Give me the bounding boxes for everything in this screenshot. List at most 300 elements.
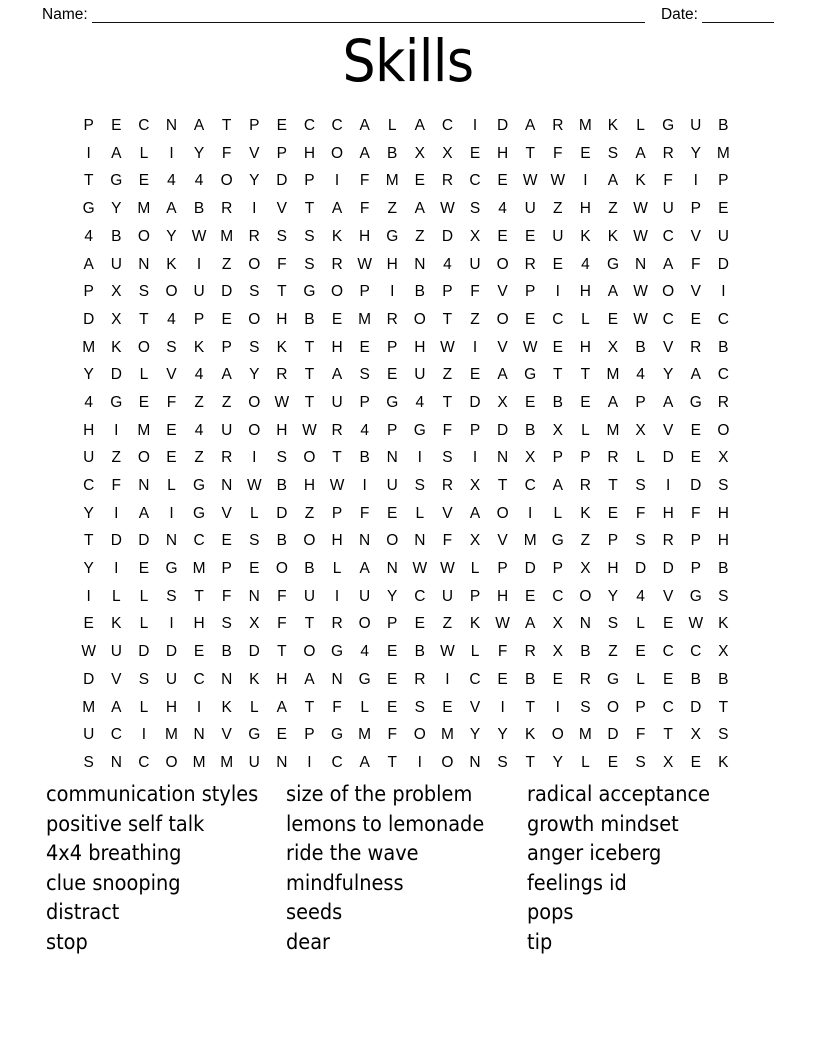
grid-cell[interactable]: B [276, 532, 288, 550]
grid-cell[interactable]: D [662, 449, 674, 467]
grid-cell[interactable]: P [442, 283, 453, 301]
grid-cell[interactable]: G [689, 393, 702, 411]
grid-cell[interactable]: T [608, 477, 618, 495]
grid-cell[interactable]: E [690, 449, 702, 467]
grid-cell[interactable]: B [552, 393, 564, 411]
grid-cell[interactable]: X [552, 643, 564, 661]
grid-cell[interactable]: T [525, 753, 536, 771]
grid-cell[interactable]: A [607, 172, 619, 190]
grid-cell[interactable]: B [387, 144, 398, 162]
grid-cell[interactable]: D [469, 393, 481, 411]
grid-cell[interactable]: C [662, 227, 674, 245]
grid-cell[interactable]: R [579, 670, 592, 688]
grid-cell[interactable]: N [138, 477, 150, 495]
grid-cell[interactable]: U [331, 393, 343, 411]
grid-cell[interactable]: N [110, 753, 123, 771]
grid-cell[interactable]: M [385, 172, 399, 190]
grid-cell[interactable]: G [606, 255, 620, 273]
grid-cell[interactable]: P [249, 117, 260, 135]
grid-cell[interactable]: H [331, 532, 343, 550]
grid-cell[interactable]: N [414, 255, 426, 273]
grid-cell[interactable]: F [277, 255, 287, 273]
grid-cell[interactable]: P [607, 532, 619, 550]
grid-cell[interactable]: P [690, 200, 702, 218]
grid-cell[interactable]: 4 [194, 421, 204, 439]
grid-cell[interactable]: Z [470, 310, 480, 328]
grid-cell[interactable]: S [304, 255, 315, 273]
grid-cell[interactable]: U [690, 117, 702, 135]
grid-cell[interactable]: W [633, 283, 649, 301]
grid-cell[interactable]: D [248, 643, 261, 661]
grid-cell[interactable]: T [442, 393, 453, 411]
grid-cell[interactable]: F [359, 200, 370, 218]
grid-cell[interactable]: Y [690, 144, 702, 162]
grid-cell[interactable]: S [718, 587, 729, 605]
grid-cell[interactable]: O [248, 255, 261, 273]
grid-cell[interactable]: E [469, 366, 481, 384]
grid-cell[interactable]: S [276, 227, 288, 245]
grid-cell[interactable]: G [193, 477, 206, 495]
grid-cell[interactable]: W [412, 560, 428, 578]
grid-cell[interactable]: U [221, 421, 233, 439]
grid-cell[interactable]: W [633, 227, 649, 245]
grid-cell[interactable]: O [579, 587, 592, 605]
grid-cell[interactable]: H [717, 504, 730, 522]
grid-cell[interactable]: W [633, 310, 649, 328]
grid-cell[interactable]: T [663, 726, 674, 744]
grid-cell[interactable]: E [525, 227, 536, 245]
grid-cell[interactable]: Y [166, 227, 177, 245]
word-list-item[interactable]: mindfulness [286, 870, 404, 896]
grid-cell[interactable]: X [469, 532, 481, 550]
grid-cell[interactable]: X [718, 449, 729, 467]
grid-cell[interactable]: O [137, 449, 151, 467]
grid-cell[interactable]: A [359, 560, 370, 578]
grid-cell[interactable]: A [304, 670, 315, 688]
grid-cell[interactable]: T [497, 477, 508, 495]
grid-cell[interactable]: H [83, 421, 95, 439]
grid-cell[interactable]: S [607, 144, 619, 162]
grid-cell[interactable]: F [332, 698, 342, 716]
grid-cell[interactable]: I [169, 144, 174, 162]
grid-cell[interactable]: O [496, 255, 509, 273]
grid-cell[interactable]: G [689, 587, 702, 605]
grid-cell[interactable]: M [440, 726, 455, 744]
grid-cell[interactable]: D [276, 504, 288, 522]
grid-cell[interactable]: I [528, 504, 533, 522]
grid-cell[interactable]: O [606, 698, 620, 716]
grid-cell[interactable]: P [580, 449, 591, 467]
grid-cell[interactable]: M [192, 560, 206, 578]
grid-cell[interactable]: B [718, 338, 729, 356]
grid-cell[interactable]: W [329, 477, 345, 495]
grid-cell[interactable]: Z [442, 615, 453, 633]
grid-cell[interactable]: U [303, 587, 316, 605]
grid-cell[interactable]: E [414, 172, 426, 190]
grid-cell[interactable]: P [387, 421, 398, 439]
grid-cell[interactable]: M [523, 532, 537, 550]
grid-cell[interactable]: B [718, 560, 729, 578]
grid-cell[interactable]: L [636, 117, 646, 135]
grid-cell[interactable]: H [579, 283, 592, 301]
grid-cell[interactable]: P [193, 310, 205, 328]
grid-cell[interactable]: S [718, 477, 729, 495]
grid-cell[interactable]: L [636, 670, 646, 688]
grid-cell[interactable]: T [332, 449, 342, 467]
grid-cell[interactable]: N [138, 255, 150, 273]
grid-cell[interactable]: E [690, 753, 702, 771]
grid-cell[interactable]: O [331, 283, 344, 301]
grid-cell[interactable]: A [166, 200, 177, 218]
grid-cell[interactable]: H [303, 144, 316, 162]
grid-cell[interactable]: K [111, 338, 122, 356]
grid-cell[interactable]: H [497, 587, 509, 605]
grid-cell[interactable]: K [111, 615, 122, 633]
grid-cell[interactable]: P [635, 393, 646, 411]
grid-cell[interactable]: A [607, 393, 619, 411]
grid-cell[interactable]: M [578, 117, 593, 135]
grid-cell[interactable]: H [331, 338, 343, 356]
grid-cell[interactable]: R [441, 172, 454, 190]
grid-cell[interactable]: G [303, 283, 316, 301]
grid-cell[interactable]: E [83, 615, 95, 633]
grid-cell[interactable]: Y [469, 726, 481, 744]
word-list-item[interactable]: ride the wave [286, 841, 419, 867]
grid-cell[interactable]: I [500, 698, 505, 716]
grid-cell[interactable]: U [441, 587, 454, 605]
grid-cell[interactable]: K [469, 615, 481, 633]
grid-cell[interactable]: 4 [360, 643, 370, 661]
grid-cell[interactable]: I [86, 144, 92, 162]
grid-cell[interactable]: Z [221, 255, 232, 273]
grid-cell[interactable]: G [248, 726, 261, 744]
grid-cell[interactable]: E [387, 504, 398, 522]
word-list-item[interactable]: communication styles [46, 782, 259, 807]
grid-cell[interactable]: I [555, 698, 561, 716]
grid-cell[interactable]: X [635, 421, 646, 439]
grid-cell[interactable]: N [193, 726, 205, 744]
word-list-item[interactable]: size of the problem [286, 782, 473, 807]
grid-cell[interactable]: U [662, 200, 674, 218]
grid-cell[interactable]: E [662, 670, 674, 688]
grid-cell[interactable]: Y [83, 504, 95, 522]
grid-cell[interactable]: F [691, 255, 701, 273]
grid-cell[interactable]: A [276, 698, 288, 716]
grid-cell[interactable]: U [193, 283, 205, 301]
grid-cell[interactable]: F [166, 393, 177, 411]
grid-cell[interactable]: R [524, 643, 536, 661]
grid-cell[interactable]: I [334, 172, 340, 190]
grid-cell[interactable]: Y [249, 172, 260, 190]
grid-cell[interactable]: M [82, 698, 96, 716]
grid-cell[interactable]: M [358, 310, 372, 328]
grid-cell[interactable]: M [578, 726, 593, 744]
grid-cell[interactable]: V [469, 698, 481, 716]
grid-cell[interactable]: O [386, 532, 399, 550]
grid-cell[interactable]: M [137, 421, 151, 439]
grid-cell[interactable]: D [717, 255, 730, 273]
grid-cell[interactable]: G [331, 726, 344, 744]
grid-cell[interactable]: W [357, 255, 373, 273]
grid-cell[interactable]: E [580, 393, 591, 411]
grid-cell[interactable]: I [472, 117, 478, 135]
grid-cell[interactable]: K [276, 338, 288, 356]
grid-cell[interactable]: D [607, 726, 619, 744]
grid-cell[interactable]: I [252, 200, 257, 218]
grid-cell[interactable]: 4 [415, 393, 425, 411]
grid-cell[interactable]: V [690, 283, 702, 301]
grid-cell[interactable]: E [497, 670, 508, 688]
grid-cell[interactable]: G [662, 117, 675, 135]
grid-cell[interactable]: E [166, 421, 177, 439]
grid-cell[interactable]: V [221, 504, 233, 522]
grid-cell[interactable]: P [635, 698, 646, 716]
grid-cell[interactable]: E [138, 393, 150, 411]
grid-cell[interactable]: E [249, 560, 260, 578]
grid-cell[interactable]: C [331, 753, 343, 771]
grid-cell[interactable]: P [497, 560, 508, 578]
grid-cell[interactable]: H [717, 532, 730, 550]
grid-cell[interactable]: S [249, 338, 260, 356]
grid-cell[interactable]: D [221, 283, 233, 301]
grid-cell[interactable]: G [386, 393, 399, 411]
grid-cell[interactable]: R [662, 144, 674, 162]
grid-cell[interactable]: P [469, 587, 481, 605]
grid-cell[interactable]: C [441, 117, 454, 135]
grid-cell[interactable]: C [331, 117, 343, 135]
date-write-in-line[interactable] [702, 8, 774, 23]
grid-cell[interactable]: P [276, 144, 288, 162]
grid-cell[interactable]: O [441, 753, 454, 771]
grid-cell[interactable]: O [413, 726, 427, 744]
grid-cell[interactable]: Z [553, 200, 563, 218]
grid-cell[interactable]: L [167, 477, 176, 495]
grid-cell[interactable]: R [331, 615, 343, 633]
grid-cell[interactable]: B [193, 200, 205, 218]
grid-cell[interactable]: H [276, 310, 288, 328]
grid-cell[interactable]: D [110, 366, 123, 384]
grid-cell[interactable]: M [220, 753, 234, 771]
grid-cell[interactable]: F [359, 172, 370, 190]
grid-cell[interactable]: L [249, 504, 259, 522]
grid-cell[interactable]: H [414, 338, 426, 356]
grid-cell[interactable]: H [359, 227, 371, 245]
grid-cell[interactable]: F [111, 477, 122, 495]
grid-cell[interactable]: N [331, 670, 343, 688]
grid-cell[interactable]: O [496, 310, 509, 328]
grid-cell[interactable]: F [359, 504, 370, 522]
grid-cell[interactable]: P [718, 172, 729, 190]
grid-cell[interactable]: N [634, 255, 647, 273]
grid-cell[interactable]: U [717, 227, 730, 245]
grid-cell[interactable]: S [469, 200, 481, 218]
grid-cell[interactable]: M [358, 726, 372, 744]
grid-cell[interactable]: A [359, 117, 370, 135]
grid-cell[interactable]: T [718, 698, 729, 716]
grid-cell[interactable]: L [636, 615, 646, 633]
grid-cell[interactable]: A [331, 366, 343, 384]
grid-cell[interactable]: T [525, 698, 536, 716]
word-list-item[interactable]: stop [46, 929, 88, 955]
grid-cell[interactable]: G [110, 172, 123, 190]
grid-cell[interactable]: A [111, 698, 122, 716]
grid-cell[interactable]: Z [580, 532, 591, 550]
grid-cell[interactable]: C [83, 477, 95, 495]
grid-cell[interactable]: N [386, 449, 399, 467]
grid-cell[interactable]: I [417, 753, 423, 771]
grid-cell[interactable]: H [662, 504, 674, 522]
grid-cell[interactable]: T [387, 753, 398, 771]
grid-cell[interactable]: I [114, 421, 119, 439]
grid-cell[interactable]: O [248, 393, 261, 411]
grid-cell[interactable]: V [497, 532, 508, 550]
grid-cell[interactable]: B [304, 310, 315, 328]
grid-cell[interactable]: T [83, 532, 94, 550]
grid-cell[interactable]: D [662, 560, 674, 578]
grid-cell[interactable]: X [249, 615, 260, 633]
grid-cell[interactable]: P [690, 532, 702, 550]
grid-cell[interactable]: U [248, 753, 261, 771]
grid-cell[interactable]: W [440, 560, 455, 578]
grid-cell[interactable]: G [551, 532, 565, 550]
grid-cell[interactable]: B [304, 560, 315, 578]
grid-cell[interactable]: F [663, 172, 674, 190]
grid-cell[interactable]: L [581, 753, 590, 771]
grid-cell[interactable]: H [193, 615, 205, 633]
grid-cell[interactable]: R [276, 366, 288, 384]
grid-cell[interactable]: I [114, 560, 119, 578]
grid-cell[interactable]: R [331, 255, 343, 273]
grid-cell[interactable]: W [633, 200, 649, 218]
grid-cell[interactable]: T [442, 310, 453, 328]
grid-cell[interactable]: F [635, 504, 646, 522]
grid-cell[interactable]: L [139, 144, 149, 162]
grid-cell[interactable]: 4 [167, 172, 176, 190]
grid-cell[interactable]: A [221, 366, 233, 384]
grid-cell[interactable]: G [193, 504, 206, 522]
grid-cell[interactable]: T [304, 698, 315, 716]
grid-cell[interactable]: T [304, 393, 315, 411]
grid-cell[interactable]: K [193, 338, 205, 356]
grid-cell[interactable]: D [110, 532, 123, 550]
grid-cell[interactable]: Z [194, 393, 204, 411]
grid-cell[interactable]: G [386, 227, 399, 245]
grid-cell[interactable]: E [552, 338, 564, 356]
grid-cell[interactable]: H [303, 477, 316, 495]
grid-cell[interactable]: F [221, 587, 232, 605]
grid-cell[interactable]: U [359, 587, 371, 605]
grid-cell[interactable]: C [193, 670, 205, 688]
grid-cell[interactable]: T [83, 172, 94, 190]
word-list-item[interactable]: growth mindset [527, 811, 679, 837]
grid-cell[interactable]: L [581, 421, 590, 439]
grid-cell[interactable]: L [139, 698, 149, 716]
grid-cell[interactable]: F [635, 726, 646, 744]
grid-cell[interactable]: E [276, 117, 288, 135]
grid-cell[interactable]: V [497, 283, 508, 301]
grid-cell[interactable]: X [580, 560, 591, 578]
grid-cell[interactable]: O [248, 421, 261, 439]
grid-cell[interactable]: S [607, 615, 619, 633]
grid-cell[interactable]: E [331, 310, 343, 328]
grid-cell[interactable]: W [522, 172, 538, 190]
grid-cell[interactable]: A [414, 117, 426, 135]
grid-cell[interactable]: V [166, 366, 177, 384]
grid-cell[interactable]: P [304, 172, 315, 190]
grid-cell[interactable]: S [635, 753, 646, 771]
grid-cell[interactable]: O [137, 338, 151, 356]
grid-cell[interactable]: H [579, 338, 592, 356]
grid-cell[interactable]: T [304, 200, 315, 218]
grid-cell[interactable]: V [249, 144, 260, 162]
grid-cell[interactable]: A [83, 255, 95, 273]
grid-cell[interactable]: U [469, 255, 481, 273]
grid-cell[interactable]: L [470, 560, 480, 578]
grid-cell[interactable]: N [276, 753, 288, 771]
grid-cell[interactable]: P [469, 421, 481, 439]
grid-cell[interactable]: I [196, 255, 202, 273]
grid-cell[interactable]: Z [221, 393, 232, 411]
word-list-item[interactable]: lemons to lemonade [286, 811, 485, 837]
grid-cell[interactable]: R [662, 532, 674, 550]
grid-cell[interactable]: C [138, 753, 150, 771]
grid-cell[interactable]: Y [83, 366, 95, 384]
grid-cell[interactable]: H [607, 560, 619, 578]
grid-cell[interactable]: D [83, 310, 95, 328]
grid-cell[interactable]: U [83, 726, 95, 744]
name-write-in-line[interactable] [92, 8, 645, 23]
grid-cell[interactable]: K [580, 227, 591, 245]
grid-cell[interactable]: H [497, 144, 509, 162]
grid-cell[interactable]: K [718, 753, 729, 771]
grid-cell[interactable]: A [662, 255, 674, 273]
grid-cell[interactable]: M [165, 726, 179, 744]
grid-cell[interactable]: E [414, 615, 426, 633]
grid-cell[interactable]: N [414, 532, 426, 550]
grid-cell[interactable]: A [525, 117, 536, 135]
grid-cell[interactable]: V [497, 338, 508, 356]
grid-cell[interactable]: B [690, 670, 702, 688]
grid-cell[interactable]: 4 [498, 200, 508, 218]
grid-cell[interactable]: E [138, 172, 150, 190]
grid-cell[interactable]: I [169, 504, 174, 522]
grid-cell[interactable]: I [252, 449, 257, 467]
grid-cell[interactable]: E [525, 587, 536, 605]
grid-cell[interactable]: I [472, 338, 478, 356]
grid-cell[interactable]: H [165, 698, 178, 716]
grid-cell[interactable]: C [138, 117, 150, 135]
grid-cell[interactable]: X [469, 477, 481, 495]
word-list-item[interactable]: anger iceberg [527, 841, 662, 867]
grid-cell[interactable]: S [276, 449, 288, 467]
grid-cell[interactable]: Z [194, 449, 204, 467]
grid-cell[interactable]: U [552, 227, 564, 245]
grid-cell[interactable]: O [413, 310, 427, 328]
grid-cell[interactable]: N [359, 532, 371, 550]
grid-cell[interactable]: S [166, 338, 177, 356]
grid-cell[interactable]: T [277, 643, 287, 661]
grid-cell[interactable]: E [387, 670, 398, 688]
grid-cell[interactable]: X [718, 643, 729, 661]
grid-cell[interactable]: G [524, 366, 537, 384]
grid-cell[interactable]: M [82, 338, 96, 356]
grid-cell[interactable]: O [220, 172, 233, 190]
grid-cell[interactable]: I [169, 615, 174, 633]
grid-cell[interactable]: I [86, 587, 92, 605]
grid-cell[interactable]: I [583, 172, 588, 190]
grid-cell[interactable]: L [636, 449, 646, 467]
grid-cell[interactable]: M [716, 144, 731, 162]
